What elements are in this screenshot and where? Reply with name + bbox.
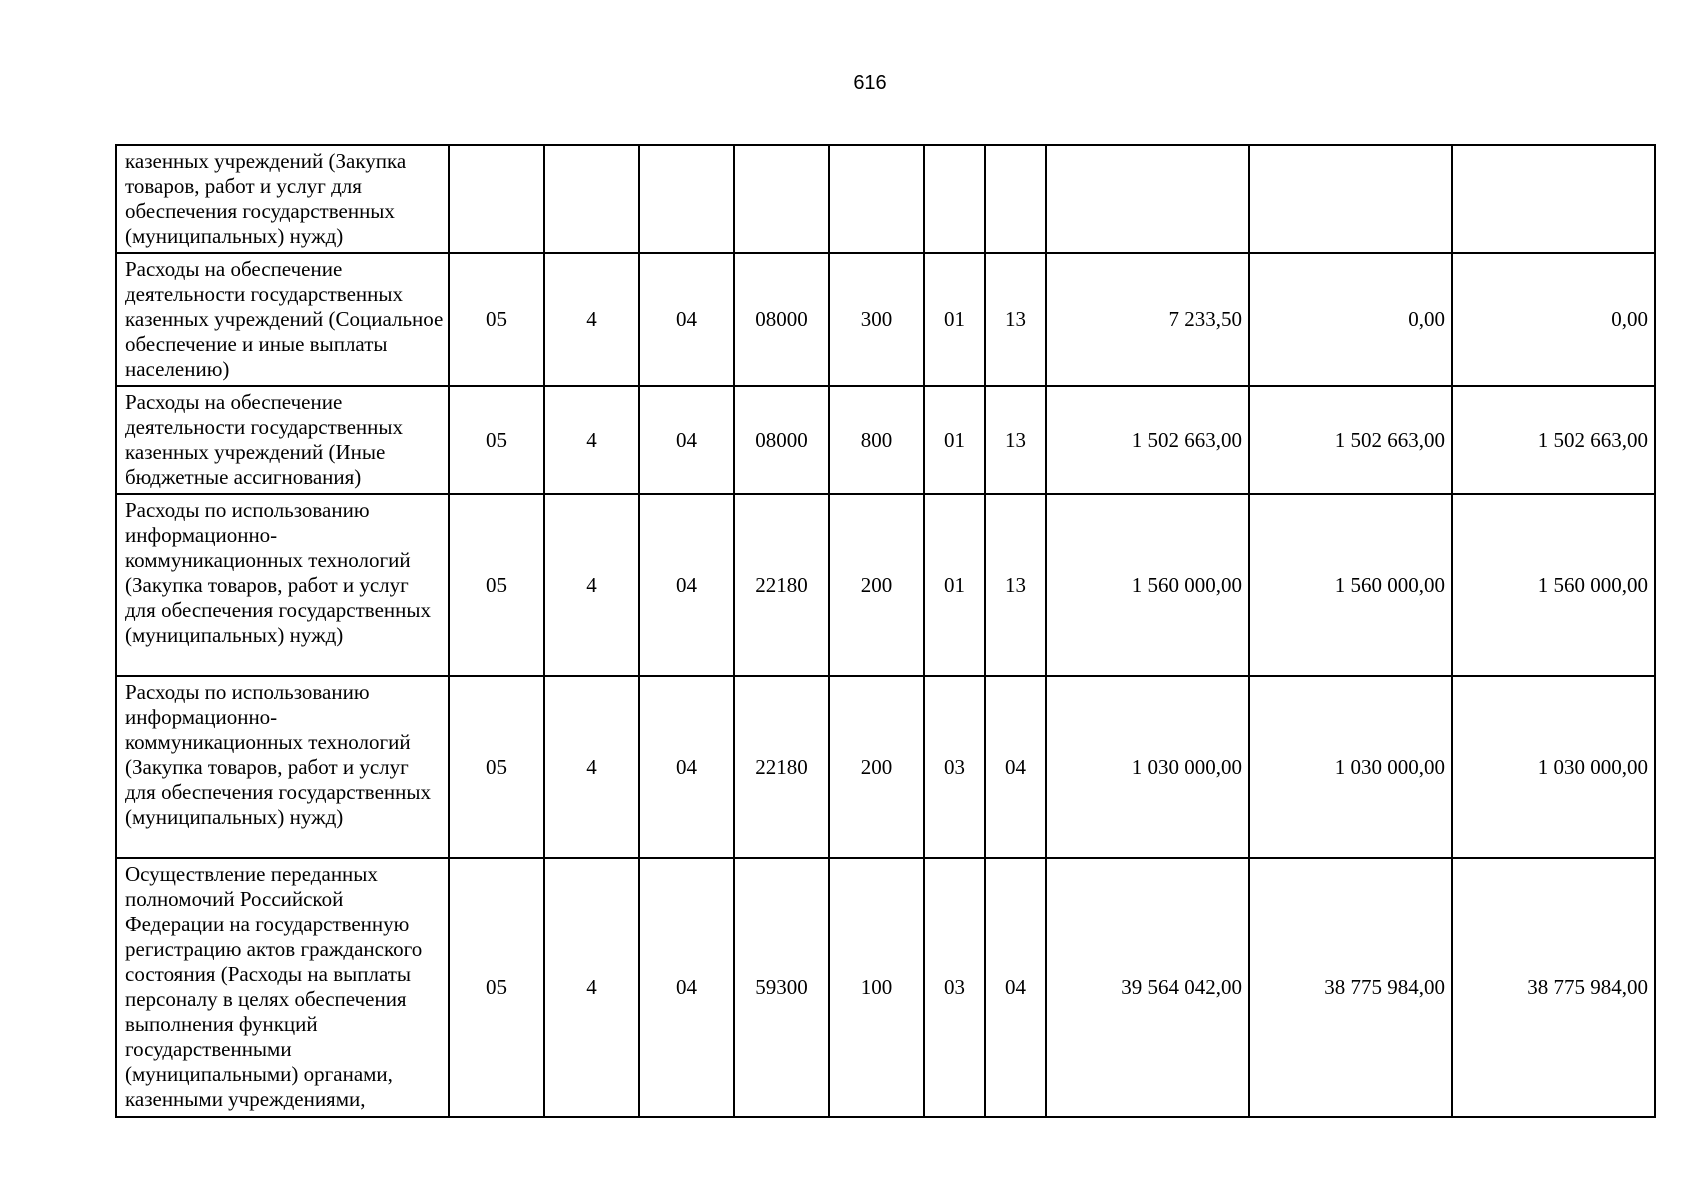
code-subprogram: 4 xyxy=(544,858,639,1117)
code-main-event: 04 xyxy=(639,386,734,494)
code-subsection: 04 xyxy=(985,676,1046,858)
code-direction: 22180 xyxy=(734,494,829,676)
code-main-event: 04 xyxy=(639,676,734,858)
amount-year-2: 0,00 xyxy=(1249,253,1452,386)
amount-year-1: 39 564 042,00 xyxy=(1046,858,1249,1117)
code-section: 03 xyxy=(924,676,985,858)
table-row xyxy=(116,145,1655,253)
table-row xyxy=(116,676,1655,858)
code-program: 05 xyxy=(449,858,544,1117)
amount-year-1: 1 502 663,00 xyxy=(1046,386,1249,494)
code-expense-type: 800 xyxy=(829,386,924,494)
amount-year-3: 1 560 000,00 xyxy=(1452,494,1655,676)
code-direction: 22180 xyxy=(734,676,829,858)
table-row xyxy=(116,494,1655,676)
code-main-event: 04 xyxy=(639,494,734,676)
code-expense-type xyxy=(829,145,924,253)
code-direction xyxy=(734,145,829,253)
table-row xyxy=(116,386,1655,494)
code-subprogram: 4 xyxy=(544,676,639,858)
code-section: 01 xyxy=(924,253,985,386)
code-main-event: 04 xyxy=(639,253,734,386)
code-expense-type: 200 xyxy=(829,676,924,858)
code-expense-type: 200 xyxy=(829,494,924,676)
code-subsection: 13 xyxy=(985,494,1046,676)
amount-year-3 xyxy=(1452,145,1655,253)
code-program: 05 xyxy=(449,676,544,858)
amount-year-2: 1 560 000,00 xyxy=(1249,494,1452,676)
code-section xyxy=(924,145,985,253)
code-section: 03 xyxy=(924,858,985,1117)
code-subprogram: 4 xyxy=(544,494,639,676)
amount-year-3: 1 030 000,00 xyxy=(1452,676,1655,858)
code-subsection xyxy=(985,145,1046,253)
code-subsection: 04 xyxy=(985,858,1046,1117)
amount-year-1: 1 030 000,00 xyxy=(1046,676,1249,858)
code-program: 05 xyxy=(449,494,544,676)
code-subsection: 13 xyxy=(985,253,1046,386)
code-direction: 59300 xyxy=(734,858,829,1117)
amount-year-1 xyxy=(1046,145,1249,253)
amount-year-3: 0,00 xyxy=(1452,253,1655,386)
amount-year-2: 1 030 000,00 xyxy=(1249,676,1452,858)
code-direction: 08000 xyxy=(734,253,829,386)
code-section: 01 xyxy=(924,494,985,676)
row-description: Расходы по использованию информационно-коммуникационных технологий (Закупка товаров, работ и услуг для обеспечения государственных (муниципальных) нужд) xyxy=(116,676,449,858)
code-direction: 08000 xyxy=(734,386,829,494)
table-row xyxy=(116,858,1655,1117)
amount-year-1: 7 233,50 xyxy=(1046,253,1249,386)
page-number: 616 xyxy=(853,72,887,94)
code-subsection: 13 xyxy=(985,386,1046,494)
row-description: Осуществление переданных полномочий Российской Федерации на государственную регистрацию актов гражданского состояния (Расходы на выплаты персоналу в целях обеспечения выполнения функций государственными (муниципальными) органами, казенными учреждениями, xyxy=(116,858,449,1117)
code-section: 01 xyxy=(924,386,985,494)
amount-year-1: 1 560 000,00 xyxy=(1046,494,1249,676)
amount-year-2: 1 502 663,00 xyxy=(1249,386,1452,494)
budget-table xyxy=(115,144,1656,1118)
code-expense-type: 300 xyxy=(829,253,924,386)
code-main-event xyxy=(639,145,734,253)
amount-year-3: 38 775 984,00 xyxy=(1452,858,1655,1117)
code-expense-type: 100 xyxy=(829,858,924,1117)
code-subprogram xyxy=(544,145,639,253)
code-program: 05 xyxy=(449,386,544,494)
code-subprogram: 4 xyxy=(544,253,639,386)
row-description: Расходы по использованию информационно-коммуникационных технологий (Закупка товаров, работ и услуг для обеспечения государственных (муниципальных) нужд) xyxy=(116,494,449,676)
code-subprogram: 4 xyxy=(544,386,639,494)
table-row xyxy=(116,253,1655,386)
row-description: Расходы на обеспечение деятельности государственных казенных учреждений (Социальное обеспечение и иные выплаты населению) xyxy=(116,253,449,386)
amount-year-2: 38 775 984,00 xyxy=(1249,858,1452,1117)
row-description: Расходы на обеспечение деятельности государственных казенных учреждений (Иные бюджетные ассигнования) xyxy=(116,386,449,494)
amount-year-3: 1 502 663,00 xyxy=(1452,386,1655,494)
row-description: казенных учреждений (Закупка товаров, работ и услуг для обеспечения государственных (муниципальных) нужд) xyxy=(116,145,449,253)
amount-year-2 xyxy=(1249,145,1452,253)
code-main-event: 04 xyxy=(639,858,734,1117)
code-program: 05 xyxy=(449,253,544,386)
code-program xyxy=(449,145,544,253)
